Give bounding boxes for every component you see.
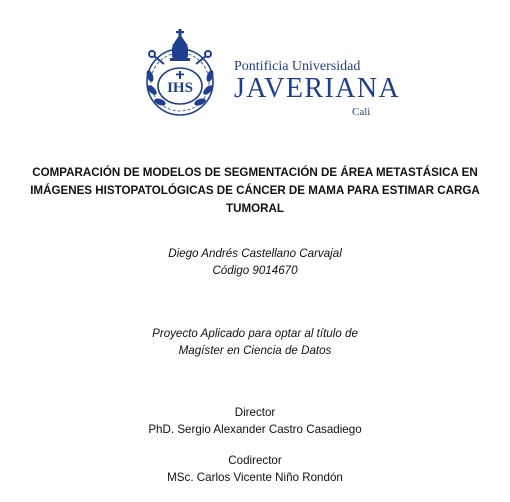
author-block (0, 245, 510, 279)
svg-text:IHS: IHS (167, 80, 193, 96)
director-block (0, 404, 510, 438)
purpose-block (0, 325, 510, 359)
university-crest-icon (134, 26, 226, 118)
institution-name-line1: Pontificia Universidad (234, 59, 361, 74)
title-line-1: COMPARACIÓN DE MODELOS DE SEGMENTACIÓN DE ÁREA METASTÁSICA EN (32, 166, 478, 179)
director-label: Director (234, 406, 276, 419)
institution-city: Cali (352, 106, 371, 118)
codirector-block (0, 452, 510, 486)
title-line-2: IMÁGENES HISTOPATOLÓGICAS DE CÁNCER DE MAMA PARA ESTIMAR CARGA (30, 184, 480, 197)
purpose-line-1: Proyecto Aplicado para optar al título de (152, 327, 358, 340)
title-line-3: TUMORAL (226, 202, 284, 215)
author-name: Diego Andrés Castellano Carvajal (168, 247, 342, 260)
student-code: Código 9014670 (212, 264, 298, 277)
institution-name-line2: JAVERIANA (234, 73, 401, 104)
document-title (20, 164, 490, 218)
university-logo (134, 26, 401, 122)
director-name: PhD. Sergio Alexander Castro Casadiego (148, 423, 362, 436)
codirector-label: Codirector (228, 454, 282, 467)
codirector-name: MSc. Carlos Vicente Niño Rondón (167, 471, 343, 484)
purpose-line-2: Magíster en Ciencia de Datos (178, 344, 332, 357)
